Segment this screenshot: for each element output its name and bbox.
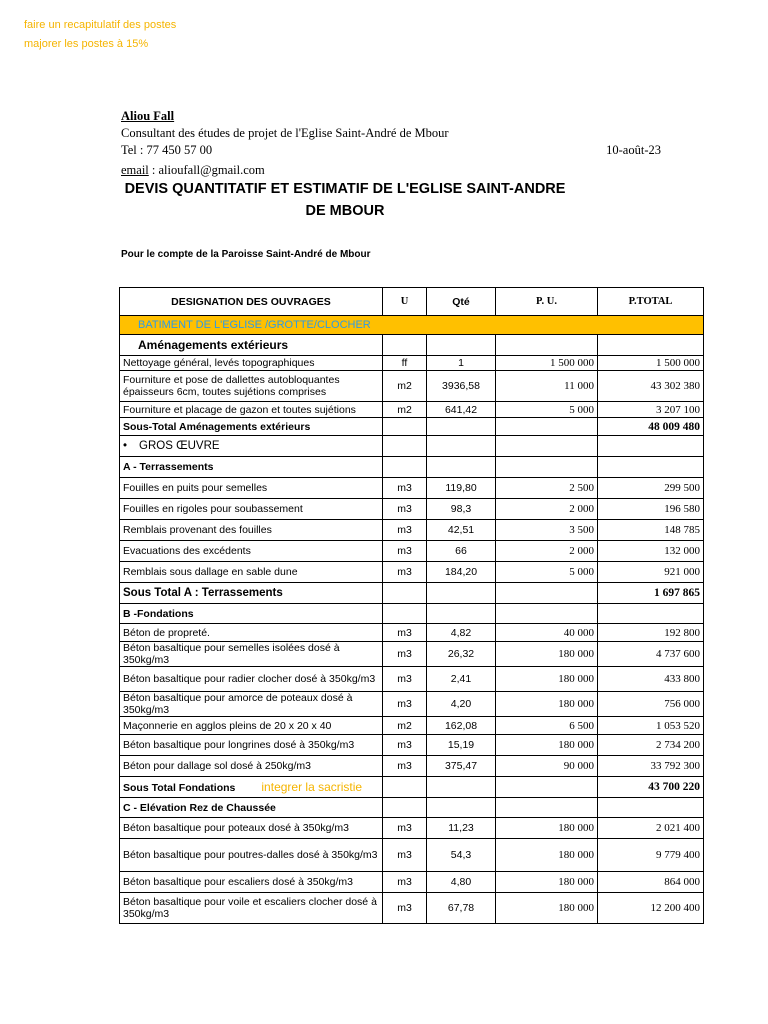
- tel-row: [121, 142, 666, 159]
- qty-cell: 641,42: [427, 402, 496, 418]
- unit-cell: m3: [383, 520, 427, 541]
- unit-cell: m3: [383, 818, 427, 839]
- table-body: [120, 316, 704, 356]
- email-row: [121, 162, 666, 179]
- table-body-subtotal-amenagements: [120, 418, 704, 478]
- designation-cell: Béton basaltique pour poteaux dosé à 350kg/m3: [120, 818, 383, 839]
- table-row: [120, 717, 704, 735]
- document-header: [121, 108, 666, 179]
- table-row: [120, 756, 704, 777]
- total-price-cell: 299 500: [598, 478, 704, 499]
- band-label: BATIMENT DE L'EGLISE /GROTTE/CLOCHER: [120, 316, 704, 335]
- qty-cell: 3936,58: [427, 371, 496, 402]
- qty-cell: 4,82: [427, 624, 496, 642]
- email-value: : alioufall@gmail.com: [148, 163, 265, 177]
- unit-cell: m3: [383, 667, 427, 692]
- author-tel: Tel : 77 450 57 00: [121, 143, 213, 157]
- total-price-cell: 148 785: [598, 520, 704, 541]
- col-header-unit: U: [383, 288, 427, 316]
- total-price-cell: 192 800: [598, 624, 704, 642]
- table-body-subtotal-fondations: [120, 777, 704, 818]
- unit-price-cell: 11 000: [496, 371, 598, 402]
- unit-cell: ff: [383, 356, 427, 371]
- unit-price-cell: 40 000: [496, 624, 598, 642]
- subtotal-label-cell: [120, 777, 383, 798]
- table-row: [120, 478, 704, 499]
- unit-price-cell: 2 000: [496, 541, 598, 562]
- unit-price-cell: 90 000: [496, 756, 598, 777]
- section-fondations: B -Fondations: [120, 604, 383, 624]
- qty-cell: 2,41: [427, 667, 496, 692]
- table-row: [120, 624, 704, 642]
- unit-price-cell: 5 000: [496, 562, 598, 583]
- bullet-icon: •: [123, 440, 128, 452]
- table-body-subtotal-terrassements: [120, 583, 704, 624]
- unit-cell: m3: [383, 541, 427, 562]
- table-header-row: [120, 288, 704, 316]
- unit-price-cell: 180 000: [496, 872, 598, 893]
- col-header-qty: Qté: [427, 288, 496, 316]
- designation-cell: Béton basaltique pour poutres-dalles dosé à 350kg/m3: [120, 839, 383, 872]
- qty-cell: 54,3: [427, 839, 496, 872]
- unit-price-cell: 180 000: [496, 735, 598, 756]
- unit-price-cell: 180 000: [496, 893, 598, 924]
- designation-cell: Fourniture et pose de dallettes autobloquantes épaisseurs 6cm, toutes sujétions comprises: [120, 371, 383, 402]
- total-price-cell: 921 000: [598, 562, 704, 583]
- total-price-cell: 4 737 600: [598, 642, 704, 667]
- qty-cell: 98,3: [427, 499, 496, 520]
- section-amenagements: Aménagements extérieurs: [120, 335, 383, 356]
- unit-price-cell: 5 000: [496, 402, 598, 418]
- qty-cell: 4,80: [427, 872, 496, 893]
- table-row: [120, 499, 704, 520]
- designation-cell: Evacuations des excédents: [120, 541, 383, 562]
- total-price-cell: 1 500 000: [598, 356, 704, 371]
- section-terrassements: A - Terrassements: [120, 457, 383, 478]
- total-price-cell: 2 734 200: [598, 735, 704, 756]
- unit-cell: m3: [383, 872, 427, 893]
- unit-cell: m2: [383, 371, 427, 402]
- unit-price-cell: 6 500: [496, 717, 598, 735]
- table-row: [120, 692, 704, 717]
- subtotal-value: 1 697 865: [598, 583, 704, 604]
- unit-cell: m3: [383, 756, 427, 777]
- designation-cell: Béton basaltique pour longrines dosé à 350kg/m3: [120, 735, 383, 756]
- annotation-note-sacristie: integrer la sacristie: [261, 780, 363, 794]
- qty-cell: 26,32: [427, 642, 496, 667]
- unit-price-cell: 3 500: [496, 520, 598, 541]
- qty-cell: 11,23: [427, 818, 496, 839]
- designation-cell: Béton basaltique pour escaliers dosé à 350kg/m3: [120, 872, 383, 893]
- table-row: [120, 402, 704, 418]
- qty-cell: 119,80: [427, 478, 496, 499]
- designation-cell: Fouilles en rigoles pour soubassement: [120, 499, 383, 520]
- subtotal-label: Sous-Total Aménagements extérieurs: [120, 418, 383, 436]
- total-price-cell: 1 053 520: [598, 717, 704, 735]
- unit-price-cell: 180 000: [496, 818, 598, 839]
- table-row: [120, 562, 704, 583]
- total-price-cell: 196 580: [598, 499, 704, 520]
- unit-cell: m3: [383, 839, 427, 872]
- section-row: [120, 604, 704, 624]
- designation-cell: Remblais sous dallage en sable dune: [120, 562, 383, 583]
- subtotal-label: Sous Total Fondations: [123, 782, 236, 794]
- section-elevation: C - Elévation Rez de Chaussée: [120, 798, 383, 818]
- subtotal-row: [120, 777, 704, 798]
- table-body-terrassements: [120, 478, 704, 583]
- table-body-fondations: [120, 624, 704, 777]
- designation-cell: Fourniture et placage de gazon et toutes sujétions: [120, 402, 383, 418]
- designation-cell: Béton basaltique pour voile et escaliers clocher dosé à 350kg/m3: [120, 893, 383, 924]
- total-price-cell: 43 302 380: [598, 371, 704, 402]
- section-label: GROS ŒUVRE: [139, 440, 220, 452]
- section-row: [120, 436, 704, 457]
- total-price-cell: 3 207 100: [598, 402, 704, 418]
- table-row: [120, 839, 704, 872]
- table-row: [120, 872, 704, 893]
- table-row: [120, 356, 704, 371]
- designation-cell: Nettoyage général, levés topographiques: [120, 356, 383, 371]
- document-title: DEVIS QUANTITATIF ET ESTIMATIF DE L'EGLISE SAINT-ANDRE DE MBOUR: [124, 181, 566, 219]
- email-label: email: [121, 163, 149, 177]
- unit-cell: m3: [383, 642, 427, 667]
- total-price-cell: 756 000: [598, 692, 704, 717]
- unit-cell: m3: [383, 624, 427, 642]
- unit-cell: m2: [383, 402, 427, 418]
- quote-table: [119, 287, 704, 924]
- author-name: Aliou Fall: [121, 109, 175, 123]
- unit-cell: m3: [383, 735, 427, 756]
- total-price-cell: 864 000: [598, 872, 704, 893]
- designation-cell: Fouilles en puits pour semelles: [120, 478, 383, 499]
- table-row: [120, 371, 704, 402]
- total-price-cell: 2 021 400: [598, 818, 704, 839]
- unit-price-cell: 2 000: [496, 499, 598, 520]
- table-row: [120, 667, 704, 692]
- subtotal-row: [120, 583, 704, 604]
- section-row: [120, 798, 704, 818]
- table-row: [120, 642, 704, 667]
- table-row: [120, 818, 704, 839]
- unit-cell: m2: [383, 717, 427, 735]
- qty-cell: 162,08: [427, 717, 496, 735]
- designation-cell: Béton basaltique pour semelles isolées dosé à 350kg/m3: [120, 642, 383, 667]
- col-header-unit-price: P. U.: [496, 288, 598, 316]
- qty-cell: 4,20: [427, 692, 496, 717]
- designation-cell: Maçonnerie en agglos pleins de 20 x 20 x 40: [120, 717, 383, 735]
- section-row: [120, 335, 704, 356]
- qty-cell: 15,19: [427, 735, 496, 756]
- section-row: [120, 457, 704, 478]
- subtotal-value: 48 009 480: [598, 418, 704, 436]
- designation-cell: Béton basaltique pour radier clocher dosé à 350kg/m3: [120, 667, 383, 692]
- section-gros-oeuvre: [120, 436, 383, 457]
- table-row: [120, 735, 704, 756]
- table-body-elevation: [120, 818, 704, 924]
- subtotal-value: 43 700 220: [598, 777, 704, 798]
- designation-cell: Béton basaltique pour amorce de poteaux dosé à 350kg/m3: [120, 692, 383, 717]
- unit-cell: m3: [383, 562, 427, 583]
- total-price-cell: 433 800: [598, 667, 704, 692]
- total-price-cell: 132 000: [598, 541, 704, 562]
- table-row: [120, 893, 704, 924]
- author-role: Consultant des études de projet de l'Eglise Saint-André de Mbour: [121, 126, 449, 140]
- qty-cell: 67,78: [427, 893, 496, 924]
- total-price-cell: 33 792 300: [598, 756, 704, 777]
- unit-cell: m3: [383, 893, 427, 924]
- designation-cell: Béton de propreté.: [120, 624, 383, 642]
- subtotal-row: [120, 418, 704, 436]
- table-row: [120, 520, 704, 541]
- subtotal-label: Sous Total A : Terrassements: [120, 583, 383, 604]
- unit-price-cell: 180 000: [496, 642, 598, 667]
- unit-cell: m3: [383, 692, 427, 717]
- annotation-note-1: faire un recapitulatif des postes: [24, 19, 177, 31]
- table-body-amenagements: [120, 356, 704, 418]
- total-price-cell: 9 779 400: [598, 839, 704, 872]
- document-date: 10-août-23: [606, 143, 661, 157]
- band-row: [120, 316, 704, 335]
- unit-price-cell: 2 500: [496, 478, 598, 499]
- qty-cell: 375,47: [427, 756, 496, 777]
- unit-price-cell: 180 000: [496, 667, 598, 692]
- unit-price-cell: 1 500 000: [496, 356, 598, 371]
- designation-cell: Remblais provenant des fouilles: [120, 520, 383, 541]
- unit-cell: m3: [383, 499, 427, 520]
- designation-cell: Béton pour dallage sol dosé à 250kg/m3: [120, 756, 383, 777]
- unit-price-cell: 180 000: [496, 839, 598, 872]
- col-header-designation: DESIGNATION DES OUVRAGES: [120, 288, 383, 316]
- qty-cell: 42,51: [427, 520, 496, 541]
- total-price-cell: 12 200 400: [598, 893, 704, 924]
- qty-cell: 66: [427, 541, 496, 562]
- account-line: Pour le compte de la Paroisse Saint-André de Mbour: [121, 249, 371, 260]
- unit-price-cell: 180 000: [496, 692, 598, 717]
- col-header-total-price: P.TOTAL: [598, 288, 704, 316]
- table-row: [120, 541, 704, 562]
- qty-cell: 1: [427, 356, 496, 371]
- unit-cell: m3: [383, 478, 427, 499]
- annotation-note-2: majorer les postes à 15%: [24, 38, 149, 50]
- qty-cell: 184,20: [427, 562, 496, 583]
